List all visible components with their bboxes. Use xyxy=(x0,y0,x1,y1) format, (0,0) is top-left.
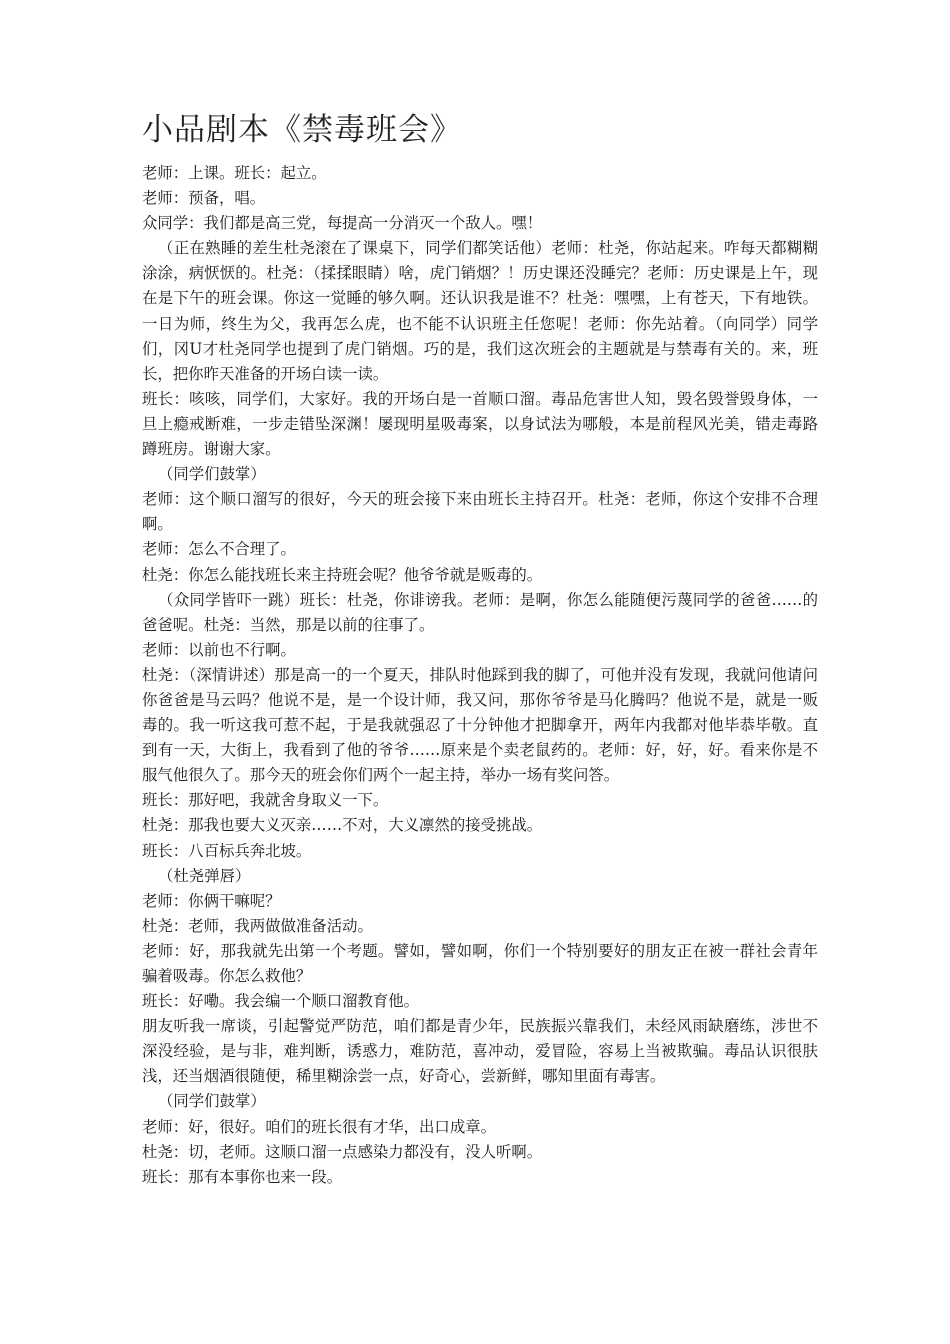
script-paragraph: 老师：以前也不行啊。 xyxy=(142,640,296,659)
script-paragraph: 杜尧：（深情讲述）那是高一的一个夏天，排队时他踩到我的脚了，可他并没有发现，我就问他请问你爸爸是马云吗？他说不是，是一个设计师，我又问，那你爷爷是马化腾吗？他说不是，就是一贩毒的。我一听这我可惹不起，于是我就强忍了十分钟他才把脚拿开，两年内我都对他毕恭毕敬。直到有一天，大街上，我看到了他的爷爷……原来是个卖老鼠药的。老师：好，好，好。看来你是不服气他很久了。那今天的班会你们两个一起主持，举办一场有奖问答。 xyxy=(142,665,818,785)
script-paragraph: （杜尧弹唇） xyxy=(158,866,251,885)
script-paragraph: 班长：咳咳，同学们，大家好。我的开场白是一首顺口溜。毒品危害世人知，毁名毁誉毁身体，一旦上瘾戒断难，一步走错坠深渊！屡现明星吸毒案，以身试法为哪般，本是前程风光美，错走毒路蹲班房。谢谢大家。 xyxy=(142,389,818,459)
script-paragraph: 老师：预备，唱。 xyxy=(142,189,266,208)
script-paragraph: （同学们鼓掌） xyxy=(158,1092,266,1111)
script-paragraph: 朋友听我一席谈，引起警觉严防范，咱们都是青少年，民族振兴靠我们，未经风雨缺磨练，涉世不深没经验，是与非，难判断，诱惑力，难防范，喜冲动，爱冒险，容易上当被欺骗。毒品认识很肤浅，还当烟酒很随便，稀里糊涂尝一点，好奇心，尝新鲜，哪知里面有毒害。 xyxy=(142,1017,818,1086)
script-paragraph: 老师：好，那我就先出第一个考题。譬如，譬如啊，你们一个特别要好的朋友正在被一群社会青年骗着吸毒。你怎么救他？ xyxy=(142,941,818,985)
script-paragraph: 班长：那好吧，我就舍身取义一下。 xyxy=(142,791,389,810)
script-paragraph: 杜尧：切，老师。这顺口溜一点感染力都没有，没人听啊。 xyxy=(142,1142,543,1161)
script-paragraph: 班长：好嘞。我会编一个顺口溜教育他。 xyxy=(142,992,420,1011)
script-paragraph: （众同学皆吓一跳）班长：杜尧，你诽谤我。老师：是啊，你怎么能随便污蔑同学的爸爸……的爸爸呢。杜尧：当然，那是以前的往事了。 xyxy=(142,590,818,634)
document-body xyxy=(142,161,818,1190)
script-paragraph: 老师：这个顺口溜写的很好，今天的班会接下来由班长主持召开。杜尧：老师，你这个安排不合理啊。 xyxy=(142,490,818,534)
script-paragraph: （正在熟睡的差生杜尧滚在了课桌下，同学们都笑话他）老师：杜尧，你站起来。咋每天都糊糊涂涂，病恹恹的。杜尧：（揉揉眼睛）啥，虎门销烟？！历史课还没睡完？老师：历史课是上午，现在是下午的班会课。你这一觉睡的够久啊。还认识我是谁不？杜尧：嘿嘿，上有苍天，下有地铁。一日为师，终生为父，我再怎么虎，也不能不认识班主任您呢！老师：你先站着。（向同学）同学们，冈U才杜尧同学也提到了虎门销烟。巧的是，我们这次班会的主题就是与禁毒有关的。来，班长，把你昨天准备的开场白读一读。 xyxy=(142,239,818,383)
script-paragraph: 众同学：我们都是高三党，每提高一分消灭一个敌人。嘿！ xyxy=(142,214,543,233)
document-title: 小品剧本《禁毒班会》 xyxy=(142,112,462,148)
script-paragraph: 班长：八百标兵奔北坡。 xyxy=(142,841,312,860)
script-paragraph: 班长：那有本事你也来一段。 xyxy=(142,1167,343,1186)
script-paragraph: 老师：好，很好。咱们的班长很有才华，出口成章。 xyxy=(142,1117,496,1136)
script-paragraph: 老师：上课。班长：起立。 xyxy=(142,164,327,182)
script-paragraph: 老师：你俩干嘛呢？ xyxy=(142,891,281,910)
script-paragraph: 老师：怎么不合理了。 xyxy=(142,540,296,559)
script-paragraph: 杜尧：老师，我两做做准备活动。 xyxy=(142,916,373,935)
document-page xyxy=(142,108,818,1190)
script-paragraph: 杜尧：那我也要大义灭亲……不对，大义凛然的接受挑战。 xyxy=(142,816,543,835)
script-paragraph: 杜尧：你怎么能找班长来主持班会呢？他爷爷就是贩毒的。 xyxy=(142,565,543,584)
script-paragraph: （同学们鼓掌） xyxy=(158,465,266,484)
